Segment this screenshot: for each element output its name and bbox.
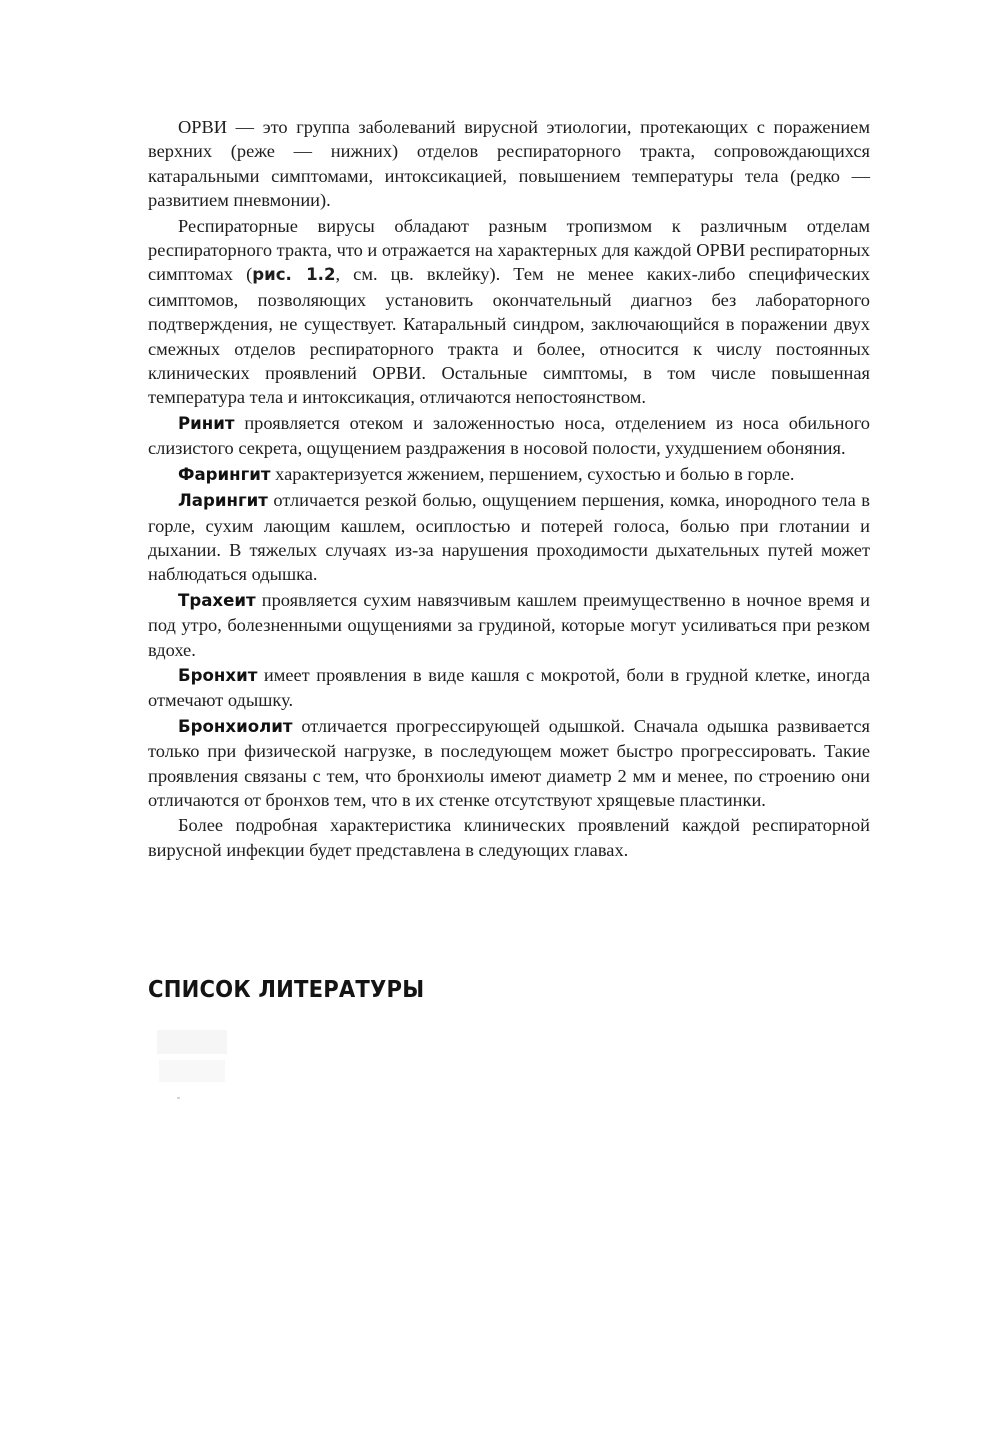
paragraph-text: имеет проявления в виде кашля с мокротой, боли в грудной клетке, иногда отмечают одышку. (148, 664, 870, 711)
term-laryngitis: Ларингит (178, 491, 268, 511)
paragraph-text: проявляется сухим навязчивым кашлем преимущественно в ночное время и под утро, болезненными ощущениями за грудиной, которые могут усиливаться при резком вдохе. (148, 589, 870, 660)
term-bronchiolitis: Бронхиолит (178, 716, 293, 736)
figure-reference: рис. 1.2 (252, 265, 336, 285)
paragraph-bronchiolitis (148, 714, 870, 813)
term-pharyngitis: Фарингит (178, 464, 271, 484)
paragraph-rhinitis (148, 411, 870, 461)
paragraph-text: отличается прогрессирующей одышкой. Сначала одышка развивается только при физической нагрузке, в последующем может быстро прогрессировать. Такие проявления связаны с тем, что бронхиолы имеют диаметр 2 мм и менее, по строению они отличаются от бронхов тем, что в их стенке отсутствуют хрящевые пластинки. (148, 715, 870, 810)
faint-scan-artifact (155, 1030, 230, 1100)
section-heading-references: СПИСОК ЛИТЕРАТУРЫ (148, 975, 425, 1003)
paragraph-pharyngitis (148, 462, 870, 487)
paragraph-text: отличается резкой болью, ощущением першения, комка, инородного тела в горле, сухим лающим кашлем, осиплостью и потерей голоса, болью при глотании и дыхании. В тяжелых случаях из-за нарушения проходимости дыхательных путей может наблюдаться одышка. (148, 490, 870, 585)
paragraph-text: характеризуется жжением, першением, сухостью и болью в горле. (270, 463, 795, 484)
paragraph-respiratory-viruses (148, 214, 870, 410)
paragraph-laryngitis (148, 488, 870, 587)
paragraph-text: ОРВИ — это группа заболеваний вирусной этиологии, протекающих с поражением верхних (реже — нижних) отделов респираторного тракта, сопровождающихся катаральными симптомами, интоксикацией, повышением температуры тела (редко — развитием пневмонии). (148, 117, 870, 211)
paragraph-text: Более подробная характеристика клинических проявлений каждой респираторной вирусной инфекции будет представлена в следующих главах. (148, 815, 870, 860)
paragraph-bronchitis (148, 663, 870, 713)
paragraph-text: проявляется отеком и заложенностью носа, отделением из носа обильного слизистого секрета, ощущением раздражения в носовой полости, ухудшением обоняния. (148, 412, 870, 459)
paragraph-tracheitis (148, 588, 870, 662)
paragraph-orvi-definition (148, 115, 870, 213)
term-tracheitis: Трахеит (178, 590, 256, 610)
term-bronchitis: Бронхит (178, 665, 258, 685)
paragraph-text: , см. цв. вклейку). Тем не менее каких-либо специфических симптомов, позволяющих установить окончательный диагноз без лабораторного подтверждения, не существует. Катаральный синдром, заключающийся в поражении двух смежных отделов респираторного тракта и более, относится к числу постоянных клинических проявлений ОРВИ. Остальные симптомы, в том числе повышенная температура тела и интоксикация, отличаются непостоянством. (148, 264, 870, 408)
term-rhinitis: Ринит (178, 413, 235, 433)
paragraph-closing (148, 813, 870, 862)
body-text (148, 115, 870, 862)
paragraph-text: Респираторные вирусы обладают разным тропизмом к различным отделам респираторного тракта, что и отражается на характерных для каждой ОРВИ респираторных симптомах ( (148, 215, 870, 285)
